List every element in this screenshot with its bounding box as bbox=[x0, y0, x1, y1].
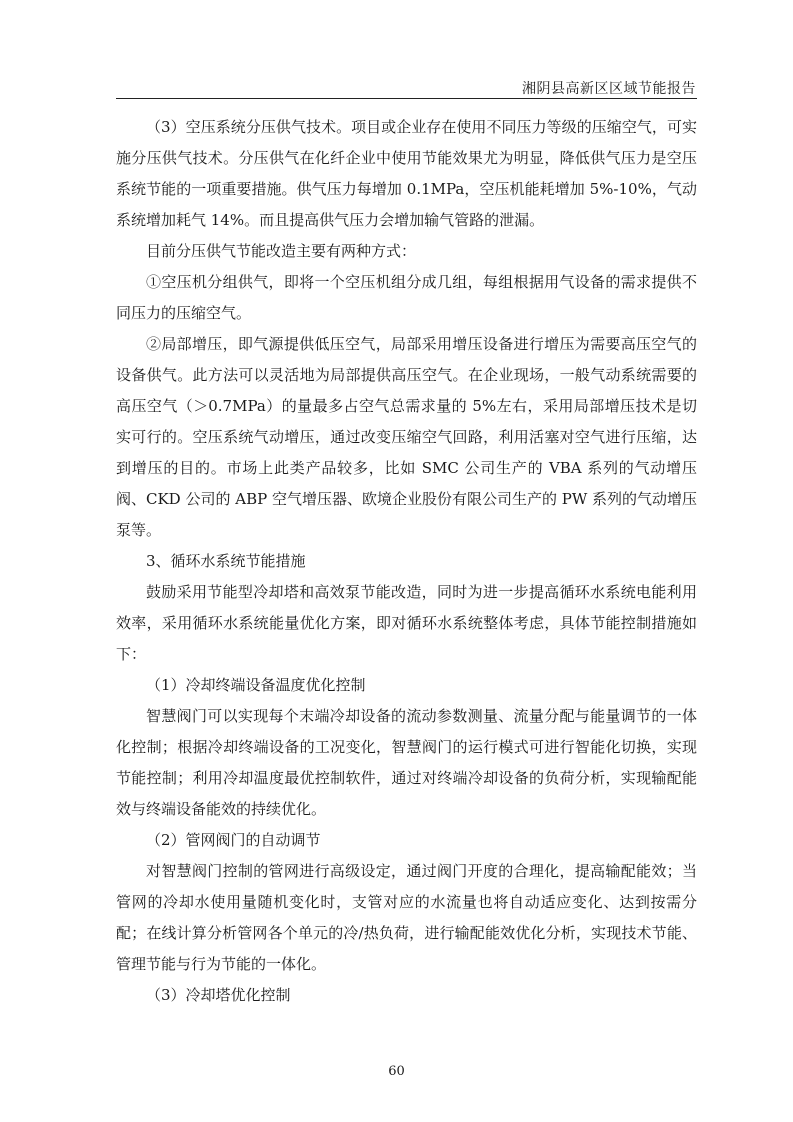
subheading-cooling-terminal: （1）冷却终端设备温度优化控制 bbox=[146, 676, 366, 694]
paragraph-pipe-network-settings: 对智慧阀门控制的管网进行高级设定，通过阀门开度的合理化，提高输配能效；当管网的冷却水使用量随机变化时，支管对应的水流量也将自动适应变化、达到按需分配；在线计算分析管网各个单元的冷/热负荷，进行输配能效优化分析，实现技术节能、管理节能与行为节能的一体化。 bbox=[116, 862, 697, 973]
body-content bbox=[116, 112, 697, 1011]
paragraph-method-local-boost: ②局部增压，即气源提供低压空气，局部采用增压设备进行增压为需要高压空气的设备供气。此方法可以灵活地为局部提供高压空气。在企业现场，一般气动系统需要的高压空气（＞0.7MPa）的量最多占空气总需求量的 5%左右，采用局部增压技术是切实可行的。空压系统气动增压，通过改变压缩空气回路，利用活塞对空气进行压缩，达到增压的目的。市场上此类产品较多，比如 SMC 公司生产的 VBA 系列的气动增压阀、CKD 公司的 ABP 空气增压器、欧境企业股份有限公司生产的 PW 系列的气动增压泵等。 bbox=[116, 335, 698, 539]
subheading-pipe-network-valves: （2）管网阀门的自动调节 bbox=[146, 831, 321, 849]
paragraph-air-pressure-technique: （3）空压系统分压供气技术。项目或企业存在使用不同压力等级的压缩空气，可实施分压供气技术。分压供气在化纤企业中使用节能效果尤为明显，降低供气压力是空压系统节能的一项重要措施。供气压力每增加 0.1MPa，空压机能耗增加 5%-10%，气动系统增加耗气 14%。而且提高供气压力会增加输气管路的泄漏。 bbox=[116, 118, 697, 229]
page-number: 60 bbox=[388, 1064, 405, 1079]
running-header-title: 湘阴县高新区区域节能报告 bbox=[522, 81, 696, 97]
subheading-cooling-tower: （3）冷却塔优化控制 bbox=[146, 986, 291, 1004]
paragraph-circulating-water-intro: 鼓励采用节能型冷却塔和高效泵节能改造，同时为进一步提高循环水系统电能利用效率，采用循环水系统能量优化方案，即对循环水系统整体考虑，具体节能控制措施如下： bbox=[116, 583, 697, 663]
header-divider bbox=[116, 98, 697, 99]
paragraph-two-methods-intro: 目前分压供气节能改造主要有两种方式： bbox=[146, 242, 417, 260]
paragraph-method-grouped-supply: ①空压机分组供气，即将一个空压机组分成几组，每组根据用气设备的需求提供不同压力的压缩空气。 bbox=[116, 273, 697, 322]
paragraph-smart-valve-control: 智慧阀门可以实现每个末端冷却设备的流动参数测量、流量分配与能量调节的一体化控制；根据冷却终端设备的工况变化，智慧阀门的运行模式可进行智能化切换，实现节能控制；利用冷却温度最优控制软件，通过对终端冷却设备的负荷分析，实现输配能效与终端设备能效的持续优化。 bbox=[116, 707, 697, 818]
section-heading-circulating-water: 3、循环水系统节能措施 bbox=[146, 552, 306, 570]
